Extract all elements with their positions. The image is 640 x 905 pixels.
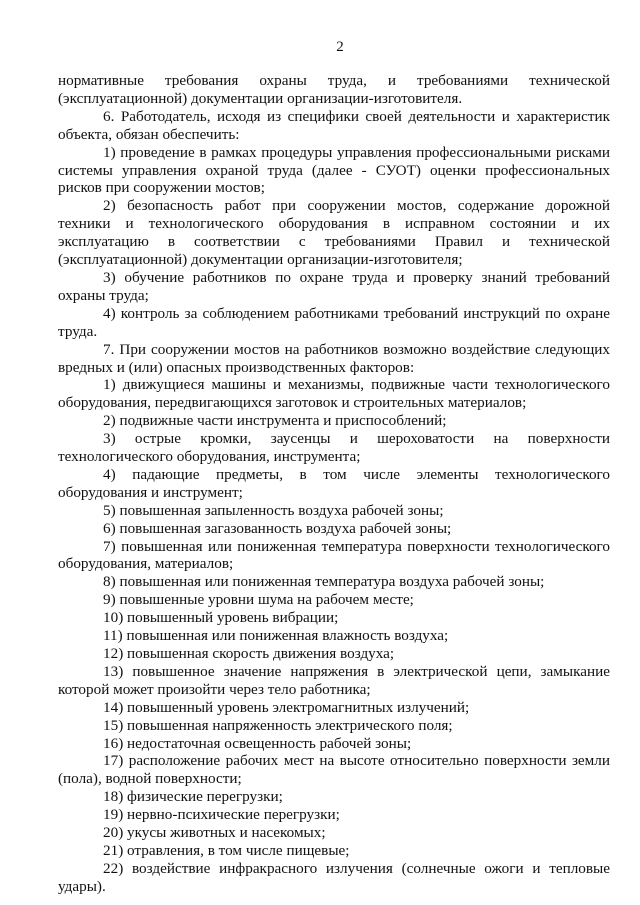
list-item: 12) повышенная скорость движения воздуха; <box>103 645 395 662</box>
clause-7: 7. При сооружении мостов на работников возможно воздействие следующих вредных и (или) опасных производственных факторов: <box>58 340 610 376</box>
list-item: 1) проведение в рамках процедуры управления профессиональными рисками системы управления охраной труда (далее - СУОТ) оценки профессиональных рисков при сооружении мостов; <box>58 143 610 197</box>
list-item: 19) нервно-психические перегрузки; <box>103 806 340 824</box>
list-item: 13) повышенное значение напряжения в электрической цепи, замыкание которой может произойти через тело работника; <box>58 662 610 698</box>
list-item: 8) повышенная или пониженная температура воздуха рабочей зоны; <box>103 573 545 591</box>
list-item: 3) обучение работников по охране труда и проверку знаний требований охраны труда; <box>58 268 610 304</box>
clause-6: 6. Работодатель, исходя из специфики своей деятельности и характеристик объекта, обязан обеспечить: <box>58 107 610 143</box>
list-item: 3) острые кромки, заусенцы и шероховатости на поверхности технологического оборудования, инструмента; <box>58 430 610 466</box>
list-item: 20) укусы животных и насекомых; <box>103 824 326 842</box>
list-item: 14) повышенный уровень электромагнитных излучений; <box>103 698 470 716</box>
list-item: 16) недостаточная освещенность рабочей зоны; <box>103 734 412 752</box>
list-item: 4) падающие предметы, в том числе элементы технологического оборудования и инструмент; <box>58 465 610 501</box>
list-item: 7) повышенная или пониженная температура поверхности технологического оборудования, материалов; <box>58 537 610 573</box>
list-item: 10) повышенный уровень вибрации; <box>103 609 339 627</box>
list-item: 11) повышенная или пониженная влажность воздуха; <box>103 627 449 645</box>
list-item: 6) повышенная загазованность воздуха рабочей зоны; <box>103 519 452 537</box>
list-item: 18) физические перегрузки; <box>103 788 283 806</box>
paragraph: нормативные требования охраны труда, и требованиями технической (эксплуатационной) документации организации-изготовителя. <box>58 72 610 107</box>
list-item: 22) воздействие инфракрасного излучения (солнечные ожоги и тепловые удары). <box>58 859 610 895</box>
list-item: 2) подвижные части инструмента и приспособлений; <box>103 412 447 430</box>
list-item: 15) повышенная напряженность электрического поля; <box>103 716 453 734</box>
page-number: 2 <box>336 39 344 55</box>
list-item: 21) отравления, в том числе пищевые; <box>103 841 350 859</box>
document-body <box>58 72 610 896</box>
list-item: 17) расположение рабочих мест на высоте относительно поверхности земли (пола), водной поверхности; <box>58 752 610 788</box>
list-item: 5) повышенная запыленность воздуха рабочей зоны; <box>103 501 444 519</box>
list-item: 2) безопасность работ при сооружении мостов, содержание дорожной техники и технологического оборудования в исправном состоянии и их эксплуатацию в соответствии с требованиями Правил и технической (эксплуатационной) документации организации-изготовителя; <box>58 197 610 269</box>
list-item: 9) повышенные уровни шума на рабочем месте; <box>103 591 414 609</box>
list-item: 1) движущиеся машины и механизмы, подвижные части технологического оборудования, передвигающихся заготовок и строительных материалов; <box>58 376 610 412</box>
list-item: 4) контроль за соблюдением работниками требований инструкций по охране труда. <box>58 304 610 340</box>
